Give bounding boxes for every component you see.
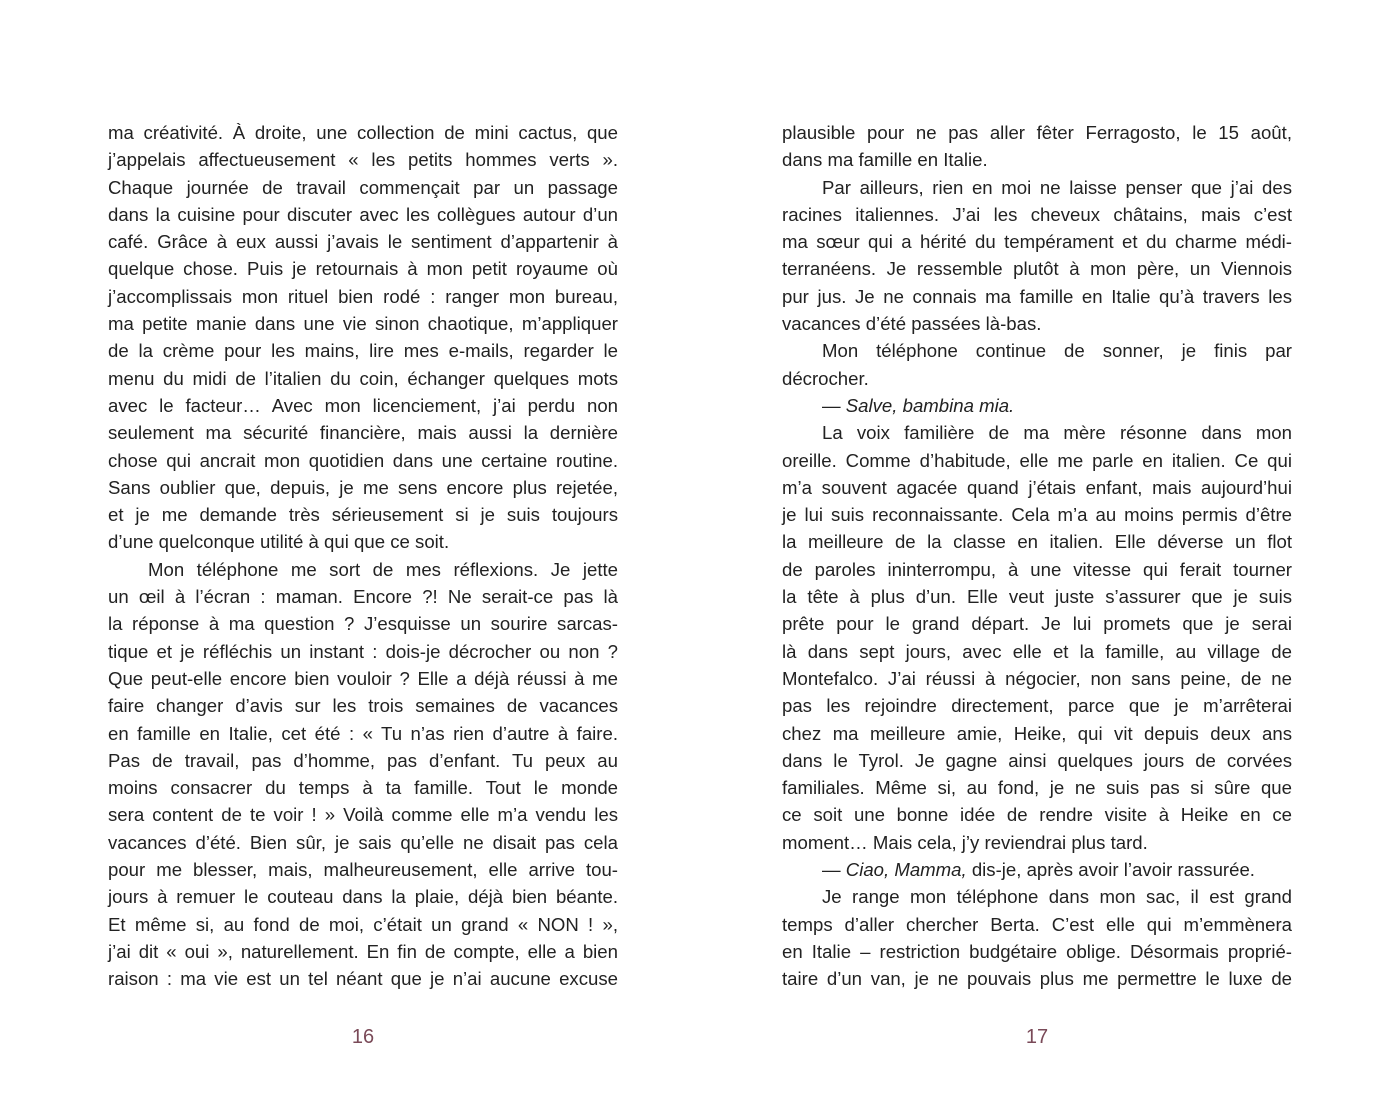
text-segment: café. Grâce à eux aussi j’avais le sentiment d’appartenir à bbox=[108, 231, 618, 253]
text-segment: là dans sept jours, avec elle et la famille, au village de bbox=[782, 640, 1292, 662]
text-segment: vacances d’été passées là-bas. bbox=[782, 313, 1042, 335]
page-number-right: 17 bbox=[1025, 1026, 1049, 1048]
text-segment: — bbox=[822, 859, 846, 881]
text-line bbox=[782, 747, 1292, 774]
text-segment: pas les rejoindre directement, parce que je m’arrêterai bbox=[782, 695, 1292, 717]
text-line bbox=[782, 228, 1292, 255]
text-line bbox=[782, 610, 1292, 637]
text-segment: — bbox=[822, 394, 846, 416]
text-segment: dans le Tyrol. Je gagne ainsi quelques jours de corvées bbox=[782, 749, 1292, 771]
text-segment: Mon téléphone continue de sonner, je finis par bbox=[822, 340, 1292, 362]
text-line bbox=[108, 419, 618, 446]
text-line bbox=[782, 419, 1292, 446]
text-line bbox=[108, 801, 618, 828]
text-line bbox=[782, 556, 1292, 583]
text-line bbox=[782, 720, 1292, 747]
text-line bbox=[782, 146, 1292, 173]
text-line bbox=[782, 965, 1292, 992]
text-segment: taire d’un van, je ne pouvais plus me permettre le luxe de bbox=[782, 968, 1292, 990]
text-line bbox=[108, 747, 618, 774]
text-segment: plausible pour ne pas aller fêter Ferragosto, le 15 août, bbox=[782, 122, 1292, 143]
text-line bbox=[782, 856, 1292, 883]
text-segment: ce soit une bonne idée de rendre visite à Heike en ce bbox=[782, 804, 1292, 826]
text-segment: ma petite manie dans une vie sinon chaotique, m’appliquer bbox=[108, 313, 618, 335]
text-line bbox=[782, 638, 1292, 665]
text-line bbox=[782, 501, 1292, 528]
text-line bbox=[782, 337, 1292, 364]
text-line bbox=[782, 911, 1292, 938]
text-line bbox=[782, 201, 1292, 228]
text-segment: terranéens. Je ressemble plutôt à mon père, un Viennois bbox=[782, 258, 1292, 280]
text-segment: j’ai dit « oui », naturellement. En fin de compte, elle a bien bbox=[108, 940, 618, 962]
text-segment: jours à remuer le couteau dans la plaie, déjà bien béante. bbox=[108, 886, 618, 908]
text-segment: dans ma famille en Italie. bbox=[782, 149, 988, 171]
text-line bbox=[108, 856, 618, 883]
text-segment: tique et je réfléchis un instant : dois-je décrocher ou non ? bbox=[108, 640, 618, 662]
text-segment: un œil à l’écran : maman. Encore ?! Ne serait-ce pas là bbox=[108, 586, 618, 608]
text-line bbox=[782, 255, 1292, 282]
text-segment: dans la cuisine pour discuter avec les collègues autour d’un bbox=[108, 203, 618, 225]
text-segment: de paroles ininterrompu, à une vitesse qui ferait tourner bbox=[782, 558, 1292, 580]
text-segment: quelque chose. Puis je retournais à mon petit royaume où bbox=[108, 258, 618, 280]
text-line bbox=[108, 283, 618, 310]
text-line bbox=[782, 310, 1292, 337]
text-segment: chose qui ancrait mon quotidien dans une certaine routine. bbox=[108, 449, 618, 471]
text-segment: décrocher. bbox=[782, 367, 869, 389]
text-segment: ma sœur qui a hérité du tempérament et du charme médi- bbox=[782, 231, 1292, 253]
text-line bbox=[782, 665, 1292, 692]
text-line bbox=[108, 528, 618, 555]
text-segment: en famille en Italie, cet été : « Tu n’as rien d’autre à faire. bbox=[108, 722, 618, 744]
text-line bbox=[782, 283, 1292, 310]
text-segment: de la crème pour les mains, lire mes e-mails, regarder le bbox=[108, 340, 618, 362]
text-line bbox=[108, 583, 618, 610]
text-segment: Mon téléphone me sort de mes réflexions. Je jette bbox=[148, 558, 618, 580]
text-segment: moins consacrer du temps à ta famille. Tout le monde bbox=[108, 777, 618, 799]
text-segment: moment… Mais cela, j’y reviendrai plus tard. bbox=[782, 831, 1148, 853]
text-segment: Chaque journée de travail commençait par un passage bbox=[108, 176, 618, 198]
text-segment: La voix familière de ma mère résonne dans mon bbox=[822, 422, 1292, 444]
text-line bbox=[108, 447, 618, 474]
text-line bbox=[108, 692, 618, 719]
text-segment: et je me demande très sérieusement si je suis toujours bbox=[108, 504, 618, 526]
text-line bbox=[108, 665, 618, 692]
text-line bbox=[108, 774, 618, 801]
text-segment: ma créativité. À droite, une collection de mini cactus, que bbox=[108, 122, 618, 143]
text-segment: dis-je, après avoir l’avoir rassurée. bbox=[966, 859, 1255, 881]
text-segment: oreille. Comme d’habitude, elle me parle en italien. Ce qui bbox=[782, 449, 1292, 471]
text-line bbox=[108, 119, 618, 146]
text-segment: raison : ma vie est un tel néant que je n’ai aucune excuse bbox=[108, 968, 618, 990]
text-line bbox=[782, 774, 1292, 801]
text-line bbox=[108, 228, 618, 255]
text-line bbox=[108, 337, 618, 364]
text-segment: la meilleure de la classe en italien. Elle déverse un flot bbox=[782, 531, 1292, 553]
text-segment: familiales. Même si, au fond, je ne suis pas si sûre que bbox=[782, 777, 1292, 799]
text-line bbox=[108, 501, 618, 528]
text-segment: la réponse à ma question ? J’esquisse un sourire sarcas- bbox=[108, 613, 618, 635]
text-segment: prête pour le grand départ. Je lui promets que je serai bbox=[782, 613, 1292, 635]
text-line bbox=[782, 801, 1292, 828]
text-line bbox=[782, 528, 1292, 555]
text-segment: vacances d’été. Bien sûr, je sais qu’elle ne disait pas cela bbox=[108, 831, 618, 853]
left-page-text bbox=[108, 119, 618, 993]
text-line bbox=[782, 829, 1292, 856]
text-segment: seulement ma sécurité financière, mais aussi la dernière bbox=[108, 422, 618, 444]
text-line bbox=[782, 583, 1292, 610]
text-line bbox=[108, 146, 618, 173]
text-line bbox=[108, 720, 618, 747]
text-line bbox=[782, 365, 1292, 392]
text-segment: j’accomplissais mon rituel bien rodé : ranger mon bureau, bbox=[108, 285, 618, 307]
text-line bbox=[782, 174, 1292, 201]
text-segment: avec le facteur… Avec mon licenciement, j’ai perdu non bbox=[108, 394, 618, 416]
text-segment: la tête à plus d’un. Elle veut juste s’assurer que je suis bbox=[782, 586, 1292, 608]
text-segment: menu du midi de l’italien du coin, échanger quelques mots bbox=[108, 367, 618, 389]
text-segment: Par ailleurs, rien en moi ne laisse penser que j’ai des bbox=[822, 176, 1292, 198]
text-line bbox=[108, 174, 618, 201]
text-line bbox=[782, 447, 1292, 474]
right-page-text bbox=[782, 119, 1292, 993]
text-line bbox=[108, 201, 618, 228]
text-segment: pur jus. Je ne connais ma famille en Italie qu’à travers les bbox=[782, 285, 1292, 307]
text-line bbox=[782, 692, 1292, 719]
text-segment: Montefalco. J’ai réussi à négocier, non sans peine, de ne bbox=[782, 667, 1292, 689]
text-line bbox=[108, 829, 618, 856]
text-line bbox=[108, 911, 618, 938]
text-line bbox=[782, 883, 1292, 910]
text-line bbox=[108, 965, 618, 992]
text-segment: Et même si, au fond de moi, c’était un grand « NON ! », bbox=[108, 913, 618, 935]
text-segment: j’appelais affectueusement « les petits hommes verts ». bbox=[108, 149, 618, 171]
text-line bbox=[782, 938, 1292, 965]
italic-text: Salve, bambina mia. bbox=[845, 394, 1015, 416]
text-line bbox=[782, 392, 1292, 419]
text-line bbox=[108, 610, 618, 637]
text-segment: Pas de travail, pas d’homme, pas d’enfant. Tu peux au bbox=[108, 749, 618, 771]
text-line bbox=[108, 255, 618, 282]
text-segment: temps d’aller chercher Berta. C’est elle qui m’emmènera bbox=[782, 913, 1292, 935]
text-segment: m’a souvent agacée quand j’étais enfant, mais aujourd’hui bbox=[782, 476, 1292, 498]
text-segment: chez ma meilleure amie, Heike, qui vit depuis deux ans bbox=[782, 722, 1292, 744]
text-line bbox=[108, 883, 618, 910]
text-segment: racines italiennes. J’ai les cheveux châtains, mais c’est bbox=[782, 203, 1292, 225]
text-segment: sera content de te voir ! » Voilà comme elle m’a vendu les bbox=[108, 804, 618, 826]
text-line bbox=[108, 474, 618, 501]
text-line bbox=[782, 119, 1292, 146]
text-segment: je lui suis reconnaissante. Cela m’a au moins permis d’être bbox=[782, 504, 1292, 526]
page-number-left: 16 bbox=[351, 1026, 375, 1048]
text-segment: Que peut-elle encore bien vouloir ? Elle a déjà réussi à me bbox=[108, 667, 618, 689]
text-line bbox=[782, 474, 1292, 501]
text-segment: pour me blesser, mais, malheureusement, elle arrive tou- bbox=[108, 859, 618, 881]
text-line bbox=[108, 556, 618, 583]
text-segment: Je range mon téléphone dans mon sac, il est grand bbox=[822, 886, 1292, 908]
text-line bbox=[108, 938, 618, 965]
text-segment: en Italie – restriction budgétaire oblige. Désormais proprié- bbox=[782, 940, 1292, 962]
text-line bbox=[108, 392, 618, 419]
text-line bbox=[108, 638, 618, 665]
text-segment: Sans oublier que, depuis, je me sens encore plus rejetée, bbox=[108, 476, 618, 498]
text-segment: faire changer d’avis sur les trois semaines de vacances bbox=[108, 695, 618, 717]
text-segment: d’une quelconque utilité à qui que ce soit. bbox=[108, 531, 450, 553]
text-line bbox=[108, 365, 618, 392]
text-line bbox=[108, 310, 618, 337]
italic-text: Ciao, Mamma, bbox=[845, 859, 967, 881]
